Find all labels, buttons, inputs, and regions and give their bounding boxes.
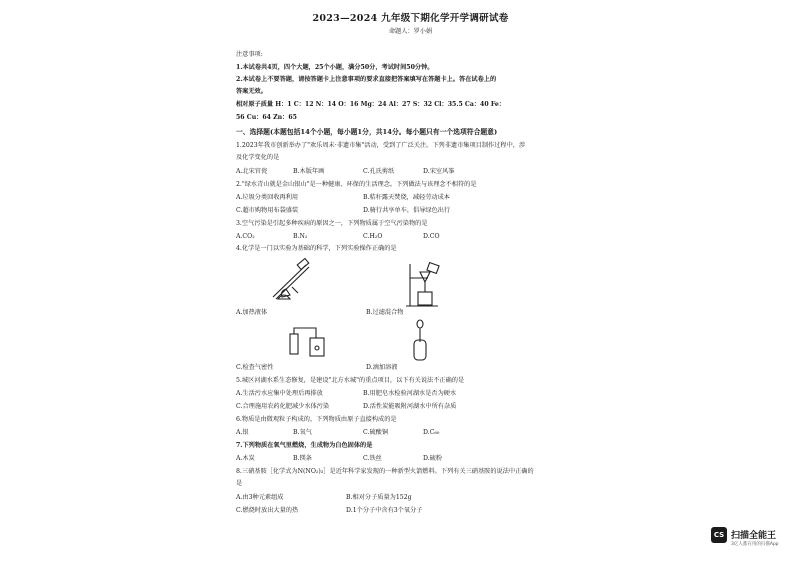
question-7-stem: 7.下列物质在氧气里燃烧，生成物为白色固体的是 bbox=[236, 442, 373, 449]
question-1-stem-cont: 及化学变化的是 bbox=[236, 154, 280, 161]
airtightness-check-diagram bbox=[288, 326, 328, 358]
camscanner-logo-icon: CS bbox=[711, 527, 727, 543]
notes-item-2: 2.本试卷上不要答题，请按答题卡上注意事项的要求直接把答案填写在答题卡上。答在试卷上的 bbox=[236, 76, 497, 83]
q4-option-c: C.检查气密性 bbox=[236, 364, 274, 371]
q2-option-b: B.秸秆露天焚烧，减轻劳动成本 bbox=[363, 194, 450, 201]
dropper-diagram bbox=[406, 318, 436, 362]
q1-option-d: D.宋室风筝 bbox=[423, 168, 455, 175]
q3-option-a: A.CO₂ bbox=[236, 233, 255, 240]
q6-option-a: A.银 bbox=[236, 429, 249, 436]
heating-liquid-diagram bbox=[268, 259, 318, 304]
q2-option-c: C.超市购物用布袋盛装 bbox=[236, 207, 299, 214]
exam-paper bbox=[228, 14, 593, 554]
section-heading: 一、选择题(本题包括14个小题，每小题1分，共14分。每小题只有一个选项符合题意) bbox=[236, 128, 498, 136]
q1-option-c: C.孔氏剪纸 bbox=[363, 168, 395, 175]
q5-option-d: D.活性炭能吸附河湖水中所有杂质 bbox=[363, 403, 457, 410]
q8-option-d: D.1个分子中含有3个氧分子 bbox=[346, 507, 423, 514]
q8-option-b: B.相对分子质量为152g bbox=[346, 494, 412, 501]
q4-option-d: D.滴加溶液 bbox=[366, 364, 398, 371]
page-title: 2023—2024 九年级下期化学开学调研试卷 bbox=[312, 13, 509, 24]
q3-option-b: B.N₂ bbox=[293, 233, 308, 240]
q4-option-a: A.加热液体 bbox=[236, 309, 268, 316]
q6-option-c: C.硫酸铜 bbox=[363, 429, 389, 436]
q1-option-a: A.北宋官瓷 bbox=[236, 168, 268, 175]
notes-item-3: 答案无效。 bbox=[236, 88, 267, 95]
q7-option-c: C.铁丝 bbox=[363, 455, 382, 462]
q2-option-d: D.骑行共享单车，倡导绿色出行 bbox=[363, 207, 451, 214]
q2-option-a: A.垃圾分类回收再利用 bbox=[236, 194, 299, 201]
question-3-stem: 3.空气污染是引起多种疾病的原因之一，下列物质属于空气污染物的是 bbox=[236, 220, 428, 227]
question-6-stem: 6.物质是由微观粒子构成的，下列物质由原子直接构成的是 bbox=[236, 416, 397, 423]
notes-item-1: 1.本试卷共4页，四个大题，25个小题，满分50分，考试时间50分钟。 bbox=[236, 64, 434, 71]
q4-option-b: B.过滤混合物 bbox=[366, 309, 404, 316]
question-5-stem: 5.城区河湖水系生态修复，是建设"北方水城"的重点项目，以下有关说法不正确的是 bbox=[236, 377, 465, 384]
question-1-stem: 1.2023年我市创新举办了"欢乐周末·非遗市集"活动，受到了广泛关注。下列非遗市集项目制作过程中，涉 bbox=[236, 142, 526, 149]
q5-option-a: A.生活污水应集中处理后再排放 bbox=[236, 390, 323, 397]
q5-option-c: C.合理施用农药化肥减少水体污染 bbox=[236, 403, 330, 410]
question-8-stem: 8.三硝基胺［化学式为N(NO₂)₃］是近年科学家发现的一种新型火箭燃料。下列有关三硝基胺的说法中正确的 bbox=[236, 468, 534, 475]
q8-option-c: C.燃烧时放出大量的热 bbox=[236, 507, 299, 514]
atomic-mass-line-1: 相对原子质量 H：1 C：12 N：14 O：16 Mg：24 Al：27 S：32 Cl：35.5 Ca：40 Fe： bbox=[236, 101, 506, 108]
q6-option-d: D.C₆₀ bbox=[423, 429, 440, 436]
q6-option-b: B.氧气 bbox=[293, 429, 312, 436]
author-line: 命题人：罗小娟 bbox=[388, 28, 433, 35]
q3-option-d: D.CO bbox=[423, 233, 440, 240]
q5-option-b: B.用肥皂水检验河湖水是否为硬水 bbox=[363, 390, 457, 397]
question-2-stem: 2."绿水青山就是金山银山"是一种健康、环保的生活理念。下列做法与该理念不相符的是 bbox=[236, 181, 477, 188]
q1-option-b: B.木版年画 bbox=[293, 168, 325, 175]
notes-label: 注意事项: bbox=[236, 51, 263, 58]
q7-option-b: B.镁条 bbox=[293, 455, 312, 462]
q7-option-d: D.硫粉 bbox=[423, 455, 443, 462]
q8-option-a: A.由3种元素组成 bbox=[236, 494, 284, 501]
watermark-tagline: 3亿人都在用的扫描App bbox=[731, 542, 779, 547]
atomic-mass-line-2: 56 Cu：64 Zn：65 bbox=[236, 114, 297, 121]
q7-option-a: A.木炭 bbox=[236, 455, 255, 462]
q3-option-c: C.H₂O bbox=[363, 233, 383, 240]
question-4-stem: 4.化学是一门以实验为基础的科学，下列实验操作正确的是 bbox=[236, 245, 397, 252]
filtration-diagram bbox=[406, 262, 446, 308]
question-8-stem-cont: 是 bbox=[236, 480, 243, 487]
watermark-app-name: 扫描全能王 bbox=[731, 531, 777, 541]
